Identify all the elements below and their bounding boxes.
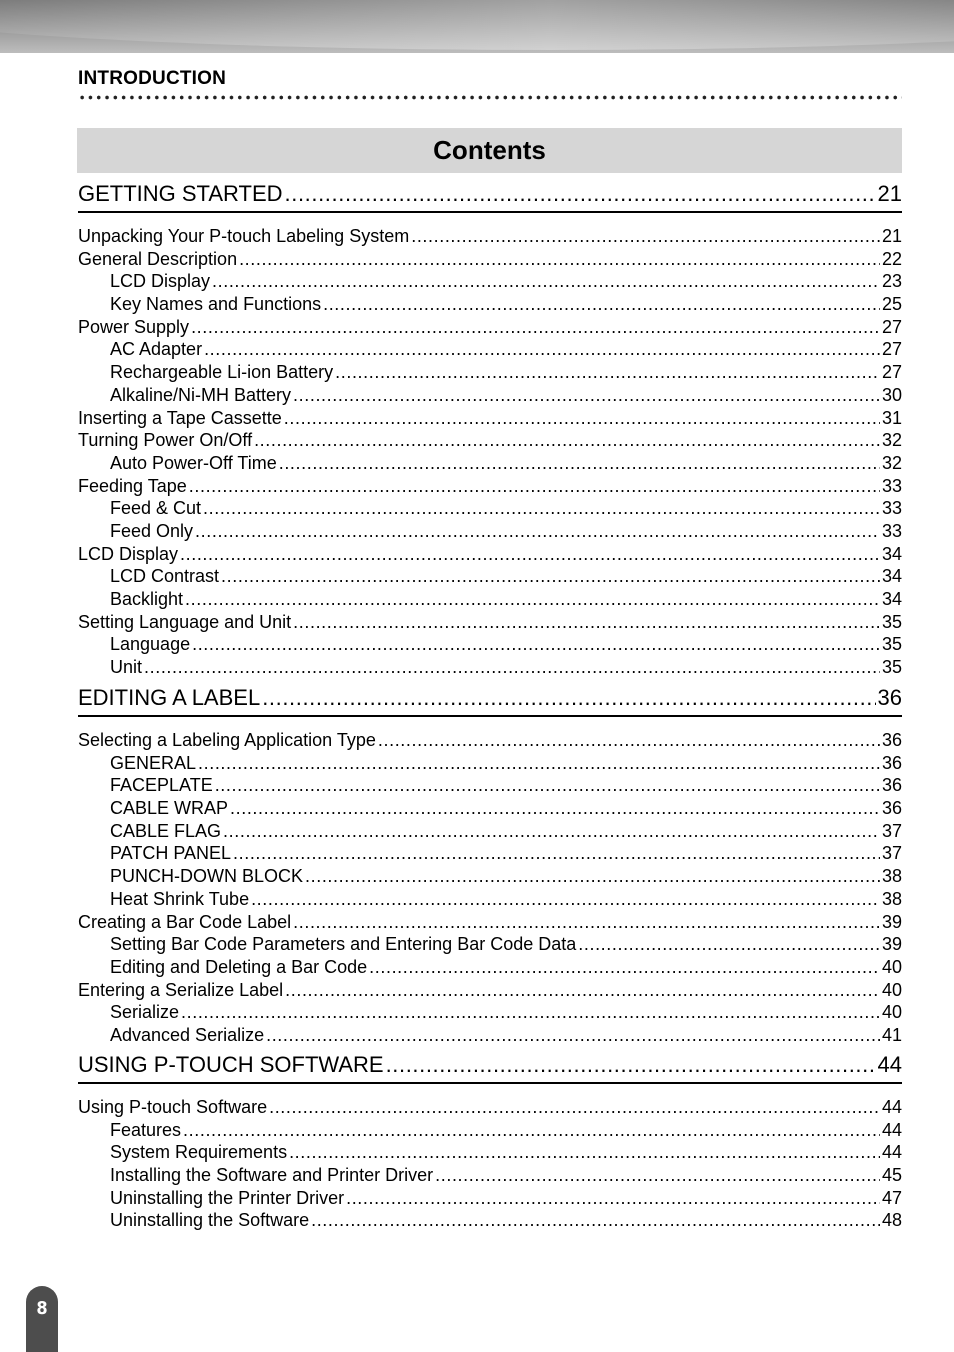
toc-entry[interactable] — [78, 979, 902, 1002]
chapter-heading[interactable] — [78, 177, 902, 213]
dot-leader — [212, 270, 880, 293]
toc-subentry[interactable] — [78, 270, 902, 293]
dot-leader — [192, 633, 880, 656]
toc-subentry-title: Serialize — [110, 1002, 180, 1023]
toc-entry[interactable] — [78, 475, 902, 498]
toc-entry-page: 32 — [881, 430, 902, 451]
toc-entry-title: Inserting a Tape Cassette — [78, 407, 282, 428]
toc-subentry-page: 30 — [881, 384, 902, 405]
toc-subentry-title: CABLE WRAP — [110, 798, 229, 819]
dot-leader — [578, 933, 880, 956]
dot-leader — [191, 316, 880, 339]
toc-entry-page: 34 — [881, 543, 902, 564]
toc-entry-title: LCD Display — [78, 543, 179, 564]
dot-leader — [386, 1048, 876, 1082]
dot-leader — [346, 1187, 880, 1210]
toc-subentry[interactable] — [78, 1024, 902, 1047]
dot-leader — [335, 361, 880, 384]
toc-subentry[interactable] — [78, 1164, 902, 1187]
dotted-divider — [78, 95, 902, 100]
chapter-heading[interactable] — [78, 681, 902, 717]
dot-leader — [279, 452, 880, 475]
dot-leader — [239, 248, 880, 271]
toc-entry-page: 31 — [881, 407, 902, 428]
dot-leader — [185, 588, 880, 611]
toc-subentry-title: Setting Bar Code Parameters and Entering Bar Code Data — [110, 934, 577, 955]
toc-entry-title: Turning Power On/Off — [78, 430, 253, 451]
toc-entry-page: 27 — [881, 316, 902, 337]
toc-subentry-title: Rechargeable Li-ion Battery — [110, 362, 334, 383]
toc-subentry[interactable] — [78, 752, 902, 775]
toc-chapter-getting-started — [78, 177, 902, 679]
toc-entry-page: 21 — [881, 226, 902, 246]
toc-subentry[interactable] — [78, 1187, 902, 1210]
toc-entry[interactable] — [78, 729, 902, 752]
dot-leader — [269, 1096, 880, 1119]
toc-subentry-title: Heat Shrink Tube — [110, 888, 250, 909]
toc-entry-title: Entering a Serialize Label — [78, 979, 284, 1000]
toc-entry-title: Feeding Tape — [78, 475, 187, 496]
toc-subentry-title: Language — [110, 634, 191, 655]
dot-leader — [285, 177, 876, 211]
dot-leader — [180, 543, 880, 566]
toc-subentry-page: 40 — [881, 1002, 902, 1023]
toc-subentry[interactable] — [78, 633, 902, 656]
toc-subentry-page: 48 — [881, 1210, 902, 1231]
toc-entry-title: Setting Language and Unit — [78, 611, 292, 632]
toc-entry-title: Using P-touch Software — [78, 1097, 268, 1117]
toc-subentry-page: 44 — [881, 1142, 902, 1163]
toc-subentry-title: Unit — [110, 657, 143, 678]
toc-entry[interactable] — [78, 407, 902, 430]
dot-leader — [198, 752, 880, 775]
toc-subentry-title: Uninstalling the Printer Driver — [110, 1187, 345, 1208]
toc-subentry-title: FACEPLATE — [110, 775, 213, 796]
toc-subentry-page: 34 — [881, 589, 902, 609]
toc-subentry-title: CABLE FLAG — [110, 820, 222, 841]
dot-leader — [378, 729, 880, 752]
toc-entry-page: 22 — [881, 248, 902, 269]
dot-leader — [284, 407, 880, 430]
dot-leader — [254, 429, 880, 452]
toc-entry-title: General Description — [78, 248, 238, 269]
toc-entry-page: 33 — [881, 475, 902, 496]
toc-subentry-title: AC Adapter — [110, 339, 203, 360]
toc-subentry-page: 37 — [881, 820, 902, 841]
toc-chapter-editing-a-label — [78, 681, 902, 1047]
toc-subentry-page: 36 — [881, 798, 902, 819]
toc-entry-title: Creating a Bar Code Label — [78, 911, 292, 932]
page-number: 8 — [36, 1298, 48, 1319]
toc-entry-title: Selecting a Labeling Application Type — [78, 730, 376, 750]
dot-leader — [369, 956, 880, 979]
toc-subentry-title: System Requirements — [110, 1142, 288, 1163]
toc-subentry[interactable] — [78, 384, 902, 407]
toc-entry[interactable] — [78, 225, 902, 248]
toc-entry-page: 36 — [881, 730, 902, 750]
toc-subentry[interactable] — [78, 865, 902, 888]
toc-subentry[interactable] — [78, 933, 902, 956]
toc-subentry[interactable] — [78, 1001, 902, 1024]
toc-subentry-title: Editing and Deleting a Bar Code — [110, 956, 368, 977]
toc-subentry-title: PATCH PANEL — [110, 843, 232, 864]
chapter-heading[interactable] — [78, 1048, 902, 1084]
page-title: Contents — [433, 135, 546, 165]
chapter-heading-page: 21 — [877, 181, 902, 206]
toc-subentry[interactable] — [78, 452, 902, 475]
toc-subentry-page: 38 — [881, 888, 902, 909]
toc-entry-page: 44 — [881, 1097, 902, 1117]
dot-leader — [221, 565, 880, 588]
dot-leader — [266, 1024, 880, 1047]
dot-leader — [223, 820, 880, 843]
toc-subentry[interactable] — [78, 361, 902, 384]
toc-subentry[interactable] — [78, 888, 902, 911]
toc-subentry-page: 36 — [881, 775, 902, 796]
toc-subentry-page: 35 — [881, 657, 902, 678]
dot-leader — [233, 842, 880, 865]
toc-subentry[interactable] — [78, 565, 902, 588]
chapter-heading-page: 36 — [877, 685, 902, 710]
contents-title-bar — [77, 128, 902, 173]
dot-leader — [323, 293, 880, 316]
toc-subentry-title: Advanced Serialize — [110, 1024, 265, 1045]
dot-leader — [215, 774, 880, 797]
toc-subentry-page: 47 — [881, 1187, 902, 1208]
toc-entry-title: Unpacking Your P-touch Labeling System — [78, 226, 410, 246]
toc-subentry-title: Uninstalling the Software — [110, 1210, 310, 1231]
toc-subentry-page: 35 — [881, 634, 902, 655]
toc-entry-page: 39 — [881, 911, 902, 932]
dot-leader — [181, 1001, 880, 1024]
toc-subentry-title: LCD Contrast — [110, 566, 220, 587]
dot-leader — [230, 797, 880, 820]
toc-subentry-title: Alkaline/Ni-MH Battery — [110, 384, 292, 405]
dot-leader — [183, 1119, 880, 1142]
dot-leader — [305, 865, 880, 888]
toc-subentry-title: Key Names and Functions — [110, 294, 322, 315]
toc-subentry[interactable] — [78, 293, 902, 316]
toc-entry[interactable] — [78, 611, 902, 634]
toc-entry[interactable] — [78, 248, 902, 271]
toc-subentry[interactable] — [78, 774, 902, 797]
toc-subentry[interactable] — [78, 842, 902, 865]
toc-subentry-title: Auto Power-Off Time — [110, 452, 277, 473]
toc-subentry-page: 27 — [881, 362, 902, 383]
toc-subentry-title: Backlight — [110, 589, 184, 609]
toc-subentry-page: 38 — [881, 866, 902, 887]
toc-entry-page: 40 — [881, 979, 902, 1000]
toc-entry[interactable] — [78, 543, 902, 566]
dot-leader — [189, 475, 880, 498]
toc-subentry-page: 44 — [881, 1119, 902, 1140]
toc-subentry-page: 39 — [881, 934, 902, 955]
toc-subentry-page: 45 — [881, 1165, 902, 1186]
toc-subentry-title: LCD Display — [110, 271, 211, 292]
toc-subentry-page: 33 — [881, 520, 902, 541]
dot-leader — [144, 656, 880, 679]
dot-leader — [262, 681, 875, 715]
toc-subentry-title: PUNCH-DOWN BLOCK — [110, 866, 304, 887]
section-header: INTRODUCTION — [78, 68, 227, 89]
toc-chapter-using-p-touch-software — [78, 1048, 902, 1232]
chapter-heading-title: USING P-TOUCH SOFTWARE — [78, 1052, 384, 1077]
chapter-heading-title: EDITING A LABEL — [78, 685, 261, 710]
toc-entry-page: 35 — [881, 611, 902, 632]
toc-subentry[interactable] — [78, 497, 902, 520]
toc-subentry-title: Features — [110, 1119, 182, 1140]
toc-subentry[interactable] — [78, 656, 902, 679]
toc-subentry-page: 40 — [881, 956, 902, 977]
toc-subentry[interactable] — [78, 1141, 902, 1164]
toc-entry-title: Power Supply — [78, 316, 190, 337]
toc-subentry-page: 33 — [881, 498, 902, 519]
toc-subentry-page: 32 — [881, 452, 902, 473]
toc-entry[interactable] — [78, 911, 902, 934]
toc-subentry[interactable] — [78, 797, 902, 820]
chapter-heading-page: 44 — [877, 1052, 902, 1077]
toc-subentry-page: 34 — [881, 566, 902, 587]
dot-leader — [293, 384, 880, 407]
top-banner — [0, 0, 954, 53]
toc-subentry[interactable] — [78, 1119, 902, 1142]
dot-leader — [293, 911, 880, 934]
dot-leader — [311, 1209, 880, 1232]
toc-subentry-page: 25 — [881, 294, 902, 315]
dot-leader — [285, 979, 880, 1002]
toc-subentry-page: 23 — [881, 271, 902, 292]
toc-subentry[interactable] — [78, 1209, 902, 1232]
toc-subentry-title: Feed & Cut — [110, 498, 202, 519]
toc-entry[interactable] — [78, 1096, 902, 1119]
dot-leader — [293, 611, 880, 634]
dot-leader — [195, 520, 880, 543]
dot-leader — [203, 497, 880, 520]
dot-leader — [411, 225, 880, 248]
toc-subentry[interactable] — [78, 520, 902, 543]
dot-leader — [435, 1164, 880, 1187]
dot-leader — [204, 338, 880, 361]
toc-subentry[interactable] — [78, 956, 902, 979]
toc-subentry-page: 36 — [881, 752, 902, 773]
toc-subentry-title: Installing the Software and Printer Driver — [110, 1165, 434, 1186]
toc-entry[interactable] — [78, 429, 902, 452]
toc-subentry[interactable] — [78, 588, 902, 611]
toc-subentry-page: 27 — [881, 339, 902, 360]
toc-subentry-page: 37 — [881, 843, 902, 864]
toc-subentry-page: 41 — [881, 1024, 902, 1045]
toc-entry[interactable] — [78, 316, 902, 339]
chapter-heading-title: GETTING STARTED — [78, 181, 283, 206]
toc-subentry-title: GENERAL — [110, 752, 197, 773]
toc-subentry-title: Feed Only — [110, 520, 194, 541]
toc-subentry[interactable] — [78, 820, 902, 843]
dot-leader — [289, 1141, 880, 1164]
page-number-tab — [26, 1286, 58, 1352]
dot-leader — [251, 888, 880, 911]
toc-subentry[interactable] — [78, 338, 902, 361]
